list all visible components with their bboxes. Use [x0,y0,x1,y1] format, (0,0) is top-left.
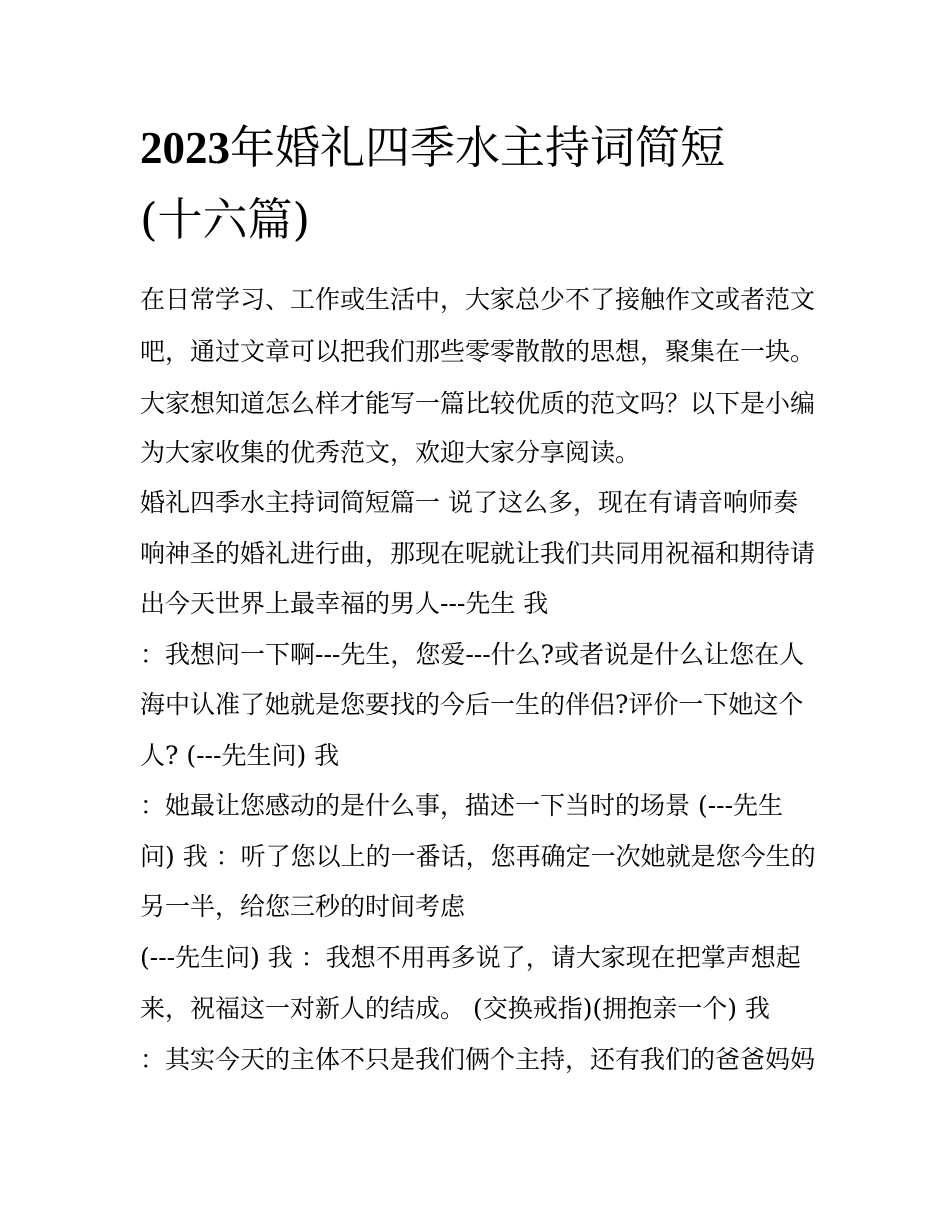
body-line: 婚礼四季水主持词简短篇一 说了这么多，现在有请音响师奏 [140,488,798,517]
body-line: 海中认准了她就是您要找的今后一生的伴侣?评价一下她这个 [140,690,804,719]
body-line: 在日常学习、工作或生活中，大家总少不了接触作文或者范文 [140,285,816,314]
body-line: 大家想知道怎么样才能写一篇比较优质的范文吗？以下是小编 [140,389,816,418]
body-line: ：我想问一下啊---先生，您爱---什么?或者说是什么让您在人 [140,640,805,669]
body-line: 吧，通过文章可以把我们那些零零散散的思想，聚集在一块。 [140,337,816,366]
body-line: 为大家收集的优秀范文，欢迎大家分享阅读。 [140,438,641,467]
title-text: 年婚礼四季水主持词简短 [230,121,726,174]
title-year: 2023 [140,123,230,173]
body-line: 问) 我 ：听了您以上的一番话，您再确定一次她就是您今生的 [140,842,816,871]
title-line-2: (十六篇) [140,193,311,246]
document-title [140,112,840,256]
body-line: 另一半，给您三秒的时间考虑 [140,892,466,921]
title-line-1 [140,112,840,184]
body-line: ：其实今天的主体不只是我们俩个主持，还有我们的爸爸妈妈 [140,1045,816,1074]
body-line: ：她最让您感动的是什么事，描述一下当时的场景 (---先生 [140,791,784,820]
body-line: 响神圣的婚礼进行曲，那现在呢就让我们共同用祝福和期待请 [140,539,816,568]
body-line: 来，祝福这一对新人的结成。 (交换戒指)(拥抱亲一个) 我 [140,994,770,1023]
body-line: 人? (---先生问) 我 [140,741,340,770]
body-line: 出今天世界上最幸福的男人---先生 我 [140,589,549,618]
body-line: (---先生问) 我 ：我想不用再多说了，请大家现在把掌声想起 [140,943,801,972]
